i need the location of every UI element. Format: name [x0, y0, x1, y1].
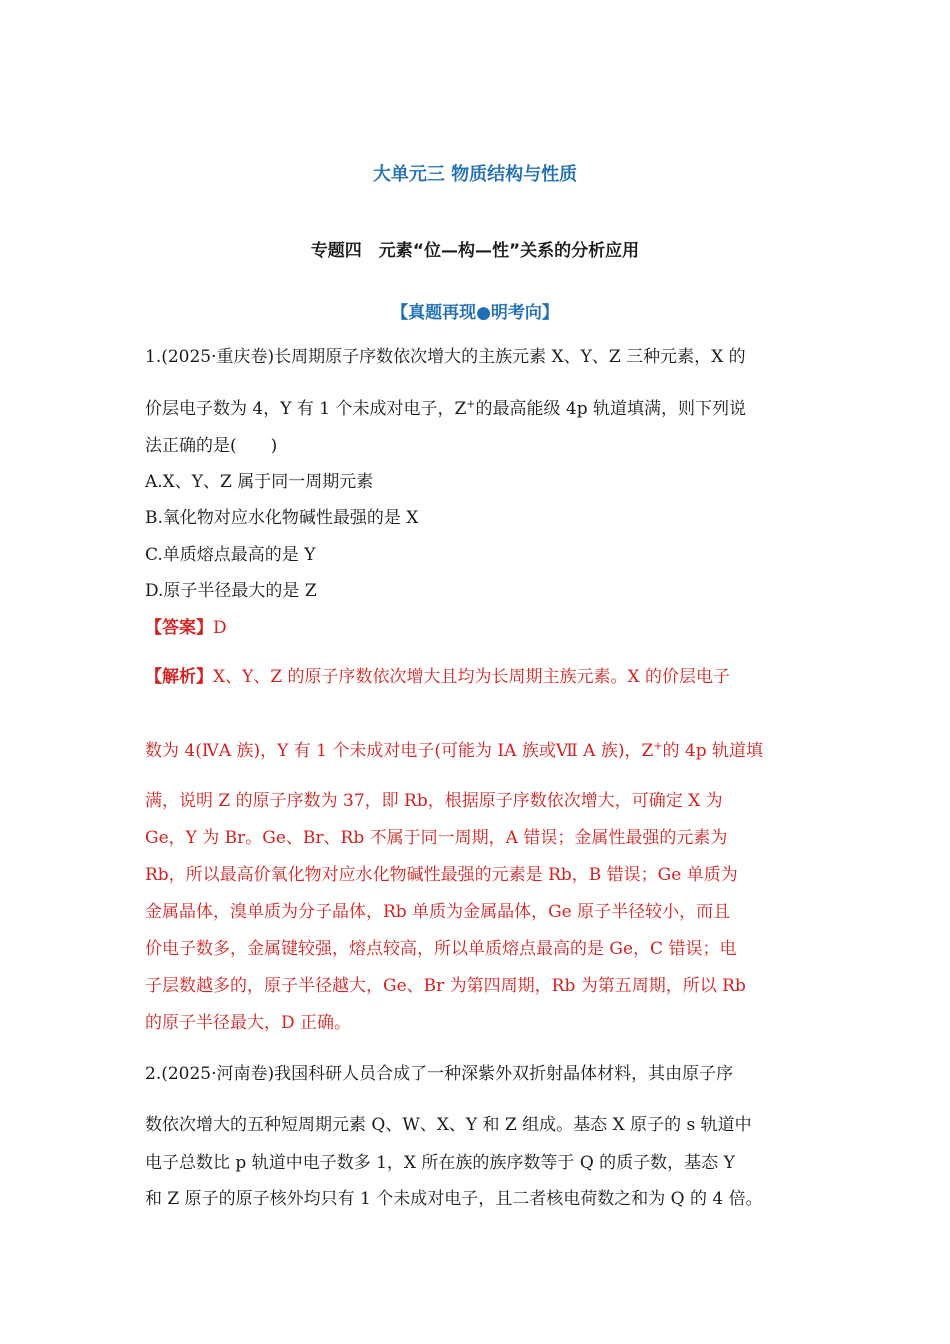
q1-option-a: A.X、Y、Z 属于同一周期元素 — [145, 472, 374, 492]
analysis-line8: 子层数越多的，原子半径越大，Ge、Br 为第四周期，Rb 为第五周期，所以 Rb — [145, 976, 746, 996]
analysis-line1 — [145, 665, 815, 689]
analysis-line2 — [145, 739, 815, 763]
analysis-label: 【解析】 — [145, 667, 213, 687]
analysis-line3: 满，说明 Z 的原子序数为 37，即 Rb，根据原子序数依次增大，可确定 X 为 — [145, 791, 723, 811]
analysis-text-1: X、Y、Z 的原子序数依次增大且均为长周期主族元素。X 的价层电子 — [213, 667, 731, 687]
unit-title: 大单元三 物质结构与性质 — [372, 164, 578, 185]
q1-stem-line2-a: 价层电子数为 4，Y 有 1 个未成对电子，Z — [145, 399, 467, 419]
answer-value: D — [213, 618, 227, 638]
q1-option-b: B.氧化物对应水化物碱性最强的是 X — [145, 508, 419, 528]
q1-answer — [145, 616, 815, 640]
answer-label: 【答案】 — [145, 618, 213, 638]
topic-title: 专题四 元素“位—构—性”关系的分析应用 — [310, 241, 640, 261]
section-tag: 【真题再现●明考向】 — [391, 303, 559, 323]
q2-stem-line3: 电子总数比 p 轨道中电子数多 1，X 所在族的族序数等于 Q 的质子数，基态 Y — [145, 1153, 735, 1173]
q1-stem-line3: 法正确的是( ) — [145, 436, 278, 456]
analysis-line4: Ge，Y 为 Br。Ge、Br、Rb 不属于同一周期，A 错误；金属性最强的元素为 — [145, 828, 728, 848]
q1-stem-line1: 1.(2025·重庆卷)长周期原子序数依次增大的主族元素 X、Y、Z 三种元素，X 的 — [145, 347, 746, 367]
analysis-line6: 金属晶体，溴单质为分子晶体，Rb 单质为金属晶体，Ge 原子半径较小，而且 — [145, 902, 731, 922]
q1-stem-line2-b: 的最高能级 4p 轨道填满，则下列说 — [475, 399, 747, 419]
q2-stem-line1: 2.(2025·河南卷)我国科研人员合成了一种深紫外双折射晶体材料，其由原子序 — [145, 1064, 734, 1084]
analysis-text-2-sup: + — [653, 739, 663, 753]
analysis-text-2a: 数为 4(ⅣA 族)，Y 有 1 个未成对电子(可能为 IA 族或Ⅶ A 族)，Z — [145, 741, 654, 761]
q1-option-c: C.单质熔点最高的是 Y — [145, 545, 316, 565]
analysis-line7: 价电子数多，金属键较强，熔点较高，所以单质熔点最高的是 Ge，C 错误；电 — [145, 939, 737, 959]
q1-option-d: D.原子半径最大的是 Z — [145, 581, 317, 601]
analysis-line9: 的原子半径最大，D 正确。 — [145, 1013, 352, 1033]
analysis-text-2b: 的 4p 轨道填 — [662, 741, 764, 761]
q1-stem-line2-sup: + — [466, 397, 476, 411]
analysis-line5: Rb，所以最高价氧化物对应水化物碱性最强的元素是 Rb，B 错误；Ge 单质为 — [145, 865, 738, 885]
q1-stem-line2 — [145, 397, 815, 421]
q2-stem-line4: 和 Z 原子的原子核外均只有 1 个未成对电子，且二者核电荷数之和为 Q 的 4 倍。 — [145, 1189, 763, 1209]
q2-stem-line2: 数依次增大的五种短周期元素 Q、W、X、Y 和 Z 组成。基态 X 原子的 s 轨道中 — [145, 1115, 752, 1135]
